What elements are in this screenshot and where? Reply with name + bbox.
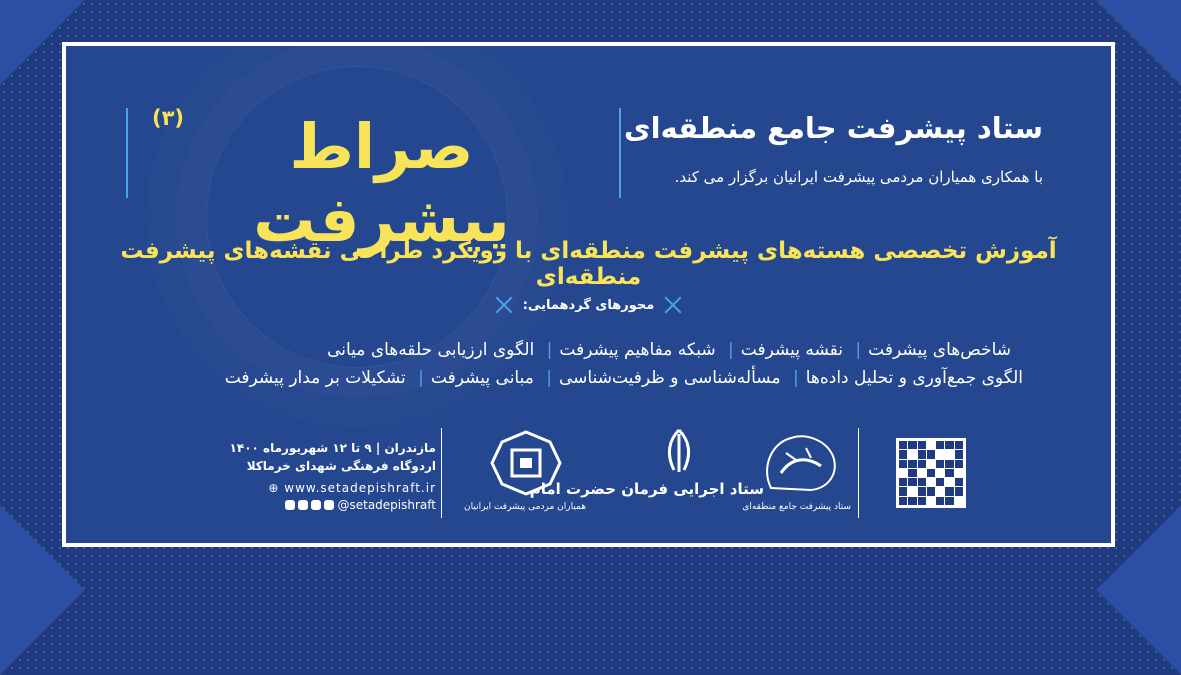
globe-icon: ⊕ <box>268 481 285 495</box>
pishraft-caption: ستاد پیشرفت جامع منطقه‌ای <box>742 502 851 512</box>
org-title: ستاد پیشرفت جامع منطقه‌ای <box>624 111 1043 145</box>
topic-item: الگوی ارزیابی حلقه‌های میانی <box>327 340 535 360</box>
divider-line <box>441 428 442 518</box>
topic-item: نقشه پیشرفت <box>740 340 844 360</box>
topics-row-2: الگوی جمع‌آوری و تحلیل داده‌ها| مسأله‌شناسی و ظرفیت‌شناسی| مبانی پیشرفت| تشکیلات بر مدار پیشرفت <box>224 368 1023 388</box>
topic-item: الگوی جمع‌آوری و تحلیل داده‌ها <box>805 368 1023 388</box>
poster-frame <box>62 42 1115 547</box>
instagram-icon[interactable] <box>285 500 295 510</box>
topic-item: شبکه مفاهیم پیشرفت <box>559 340 716 360</box>
subtitle: با همکاری همیاران مردمی پیشرفت ایرانیان برگزار می کند. <box>674 168 1043 186</box>
divider-line <box>858 428 859 518</box>
aparat-icon[interactable] <box>324 500 334 510</box>
pishraft-emblem-icon <box>751 428 851 498</box>
event-location-date: مازندران | ۹ تا ۱۲ شهریورماه ۱۴۰۰ <box>229 441 436 455</box>
topic-item: شاخص‌های پیشرفت <box>868 340 1011 360</box>
cross-icon <box>495 296 513 314</box>
qr-code-icon <box>896 438 966 508</box>
iran-emblem-icon <box>594 426 764 476</box>
setad-ejraei-text: ستاد اجرایی فرمان حضرت امام <box>529 480 764 498</box>
event-info <box>226 439 436 512</box>
edition-number: (۳) <box>152 106 185 130</box>
divider-line <box>126 108 128 198</box>
setad-ejraei-logo <box>529 426 764 498</box>
divider-line <box>619 108 621 198</box>
event-venue: اردوگاه فرهنگی شهدای خرماکلا <box>246 459 436 473</box>
topic-item: تشکیلات بر مدار پیشرفت <box>224 368 406 388</box>
hamyaran-logo <box>466 428 586 512</box>
social-handle: @setadepishraft <box>337 498 436 512</box>
website-link[interactable]: ⊕ www.setadepishraft.ir <box>268 481 436 495</box>
pishraft-logo <box>742 428 851 512</box>
topics-row-1: شاخص‌های پیشرفت| نقشه پیشرفت| شبکه مفاهیم پیشرفت| الگوی ارزیابی حلقه‌های میانی <box>327 340 1011 360</box>
axes-heading-row <box>66 296 1111 314</box>
telegram-icon[interactable] <box>298 500 308 510</box>
hamyaran-caption: همیاران مردمی پیشرفت ایرانیان <box>464 502 586 512</box>
topic-item: مبانی پیشرفت <box>430 368 534 388</box>
twitter-icon[interactable] <box>311 500 321 510</box>
social-links <box>226 498 436 512</box>
cross-icon <box>664 296 682 314</box>
headline: آموزش تخصصی هسته‌های پیشرفت منطقه‌ای با رویکرد طراحی نقشه‌های پیشرفت منطقه‌ای <box>120 238 1057 290</box>
axes-label: محورهای گردهمایی: <box>522 297 655 313</box>
topic-item: مسأله‌شناسی و ظرفیت‌شناسی <box>559 368 781 388</box>
event-title: صراط پیشرفت <box>253 110 510 256</box>
